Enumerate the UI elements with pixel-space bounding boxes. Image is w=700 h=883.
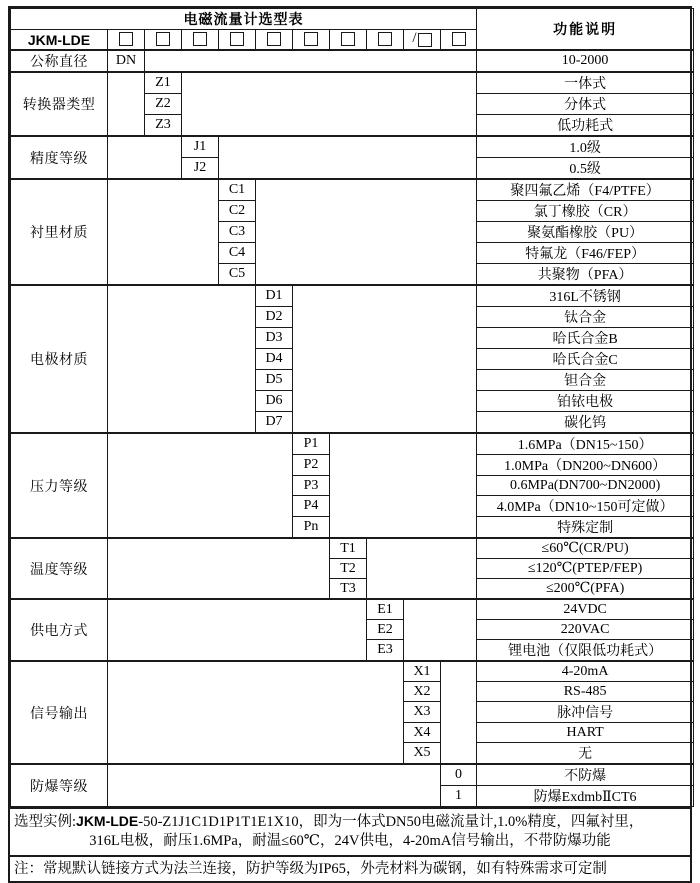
checkbox-icon bbox=[193, 32, 207, 46]
code-J2: J2 bbox=[182, 158, 219, 180]
code-P4: P4 bbox=[293, 496, 330, 517]
desc-E2: 220VAC bbox=[477, 620, 694, 640]
desc-0: 不防爆 bbox=[477, 764, 694, 786]
table-title: 电磁流量计选型表 bbox=[11, 9, 477, 30]
desc-C5: 共聚物（PFA） bbox=[477, 264, 694, 286]
group-label-signal-output: 信号输出 bbox=[11, 661, 108, 764]
code-P3: P3 bbox=[293, 476, 330, 496]
desc-X3: 脉冲信号 bbox=[477, 702, 694, 723]
selection-table bbox=[10, 8, 694, 807]
code-E1: E1 bbox=[367, 599, 404, 620]
code-X1: X1 bbox=[404, 661, 441, 682]
code-E2: E2 bbox=[367, 620, 404, 640]
spacer-right-electrode-material bbox=[293, 285, 477, 433]
code-D2: D2 bbox=[256, 307, 293, 328]
model-box-cell-7 bbox=[330, 30, 367, 51]
spacer-left-converter-type bbox=[108, 72, 145, 136]
desc-Z3: 低功耗式 bbox=[477, 115, 694, 137]
spacer-right-power-supply bbox=[404, 599, 477, 661]
desc-Z1: 一体式 bbox=[477, 72, 694, 94]
desc-P3: 0.6MPa(DN700~DN2000) bbox=[477, 476, 694, 496]
code-0: 0 bbox=[441, 764, 477, 786]
desc-J2: 0.5级 bbox=[477, 158, 694, 180]
slash-separator: / bbox=[412, 30, 417, 46]
desc-D3: 哈氏合金B bbox=[477, 328, 694, 349]
checkbox-icon bbox=[230, 32, 244, 46]
group-label-lining-material: 衬里材质 bbox=[11, 179, 108, 285]
desc-X4: HART bbox=[477, 723, 694, 743]
model-box-cell-10 bbox=[441, 30, 477, 51]
checkbox-icon bbox=[378, 32, 392, 46]
code-P1: P1 bbox=[293, 433, 330, 455]
model-box-cell-6 bbox=[293, 30, 330, 51]
spacer-left-signal-output bbox=[108, 661, 404, 764]
code-D3: D3 bbox=[256, 328, 293, 349]
desc-DN: 10-2000 bbox=[477, 50, 694, 72]
desc-T1: ≤60℃(CR/PU) bbox=[477, 538, 694, 559]
desc-T2: ≤120℃(PTEP/FEP) bbox=[477, 559, 694, 579]
spacer-right-converter-type bbox=[182, 72, 477, 136]
desc-Pn: 特殊定制 bbox=[477, 517, 694, 539]
desc-E3: 锂电池（仅限低功耗式） bbox=[477, 640, 694, 662]
desc-P2: 1.0MPa（DN200~DN600） bbox=[477, 455, 694, 476]
example-prefix: 选型实例: bbox=[14, 814, 77, 830]
model-box-cell-9 bbox=[404, 30, 441, 51]
model-box-cell-2 bbox=[145, 30, 182, 51]
code-T3: T3 bbox=[330, 579, 367, 600]
code-C2: C2 bbox=[219, 201, 256, 222]
group-label-power-supply: 供电方式 bbox=[11, 599, 108, 661]
spacer-left-explosion-proof bbox=[108, 764, 441, 807]
desc-C4: 特氟龙（F46/FEP） bbox=[477, 243, 694, 264]
code-C4: C4 bbox=[219, 243, 256, 264]
desc-1: 防爆ExdmbⅡCT6 bbox=[477, 786, 694, 807]
model-box-cell-5 bbox=[256, 30, 293, 51]
code-DN: DN bbox=[108, 50, 145, 72]
code-X4: X4 bbox=[404, 723, 441, 743]
code-C3: C3 bbox=[219, 222, 256, 243]
model-box-cell-3 bbox=[182, 30, 219, 51]
code-D5: D5 bbox=[256, 370, 293, 391]
code-P2: P2 bbox=[293, 455, 330, 476]
group-label-accuracy-class: 精度等级 bbox=[11, 136, 108, 179]
model-box-cell-8 bbox=[367, 30, 404, 51]
spacer-right-temperature-class bbox=[367, 538, 477, 599]
group-label-pressure-class: 压力等级 bbox=[11, 433, 108, 538]
code-Pn: Pn bbox=[293, 517, 330, 539]
spacer-left-lining-material bbox=[108, 179, 219, 285]
code-1: 1 bbox=[441, 786, 477, 807]
group-label-nominal-diameter: 公称直径 bbox=[11, 50, 108, 72]
code-D1: D1 bbox=[256, 285, 293, 307]
spacer-left-temperature-class bbox=[108, 538, 330, 599]
code-T2: T2 bbox=[330, 559, 367, 579]
desc-P1: 1.6MPa（DN15~150） bbox=[477, 433, 694, 455]
model-box-cell-1 bbox=[108, 30, 145, 51]
example-line2: 316L电极，耐压1.6MPa，耐温≤60℃，24V供电，4-20mA信号输出，不带防爆功能 bbox=[89, 833, 611, 849]
desc-Z2: 分体式 bbox=[477, 94, 694, 115]
desc-X5: 无 bbox=[477, 743, 694, 765]
model-box-cell-4 bbox=[219, 30, 256, 51]
spacer-right-nominal-diameter bbox=[145, 50, 477, 72]
code-X3: X3 bbox=[404, 702, 441, 723]
spacer-left-power-supply bbox=[108, 599, 367, 661]
checkbox-icon bbox=[341, 32, 355, 46]
spacer-right-lining-material bbox=[256, 179, 477, 285]
code-T1: T1 bbox=[330, 538, 367, 559]
selection-sheet bbox=[8, 6, 692, 883]
desc-C1: 聚四氟乙烯（F4/PTFE） bbox=[477, 179, 694, 201]
group-label-electrode-material: 电极材质 bbox=[11, 285, 108, 433]
desc-D4: 哈氏合金C bbox=[477, 349, 694, 370]
code-X2: X2 bbox=[404, 682, 441, 702]
desc-D5: 钽合金 bbox=[477, 370, 694, 391]
spacer-right-signal-output bbox=[441, 661, 477, 764]
group-label-temperature-class: 温度等级 bbox=[11, 538, 108, 599]
group-label-explosion-proof: 防爆等级 bbox=[11, 764, 108, 807]
example-model-code: JKM-LDE bbox=[76, 813, 139, 829]
desc-D6: 铂铱电极 bbox=[477, 391, 694, 412]
desc-C3: 聚氨酯橡胶（PU） bbox=[477, 222, 694, 243]
footnote: 注：常规默认链接方式为法兰连接，防护等级为IP65，外壳材料为碳钢，如有特殊需求可定制 bbox=[10, 855, 690, 881]
code-C5: C5 bbox=[219, 264, 256, 286]
code-J1: J1 bbox=[182, 136, 219, 158]
checkbox-icon bbox=[267, 32, 281, 46]
desc-J1: 1.0级 bbox=[477, 136, 694, 158]
model-prefix: JKM-LDE bbox=[11, 30, 108, 51]
desc-T3: ≤200℃(PFA) bbox=[477, 579, 694, 600]
code-X5: X5 bbox=[404, 743, 441, 765]
desc-X2: RS-485 bbox=[477, 682, 694, 702]
example-line1-rest: -50-Z1J1C1D1P1T1E1X10，即为一体式DN50电磁流量计,1.0%精度，四氟衬里， bbox=[138, 814, 644, 830]
code-E3: E3 bbox=[367, 640, 404, 662]
spacer-left-electrode-material bbox=[108, 285, 256, 433]
code-C1: C1 bbox=[219, 179, 256, 201]
code-D4: D4 bbox=[256, 349, 293, 370]
code-Z1: Z1 bbox=[145, 72, 182, 94]
code-D7: D7 bbox=[256, 412, 293, 434]
desc-D1: 316L不锈钢 bbox=[477, 285, 694, 307]
checkbox-icon bbox=[452, 32, 466, 46]
code-Z3: Z3 bbox=[145, 115, 182, 137]
desc-C2: 氯丁橡胶（CR） bbox=[477, 201, 694, 222]
checkbox-icon bbox=[156, 32, 170, 46]
checkbox-icon bbox=[119, 32, 133, 46]
desc-P4: 4.0MPa（DN10~150可定做） bbox=[477, 496, 694, 517]
group-label-converter-type: 转换器类型 bbox=[11, 72, 108, 136]
code-D6: D6 bbox=[256, 391, 293, 412]
desc-D7: 碳化钨 bbox=[477, 412, 694, 434]
code-Z2: Z2 bbox=[145, 94, 182, 115]
spacer-right-accuracy-class bbox=[219, 136, 477, 179]
checkbox-icon bbox=[304, 32, 318, 46]
selection-example bbox=[10, 807, 690, 855]
spacer-left-pressure-class bbox=[108, 433, 293, 538]
checkbox-icon bbox=[418, 33, 432, 47]
desc-X1: 4-20mA bbox=[477, 661, 694, 682]
spacer-right-pressure-class bbox=[330, 433, 477, 538]
desc-E1: 24VDC bbox=[477, 599, 694, 620]
function-header: 功能说明 bbox=[477, 9, 694, 51]
desc-D2: 钛合金 bbox=[477, 307, 694, 328]
spacer-left-accuracy-class bbox=[108, 136, 182, 179]
